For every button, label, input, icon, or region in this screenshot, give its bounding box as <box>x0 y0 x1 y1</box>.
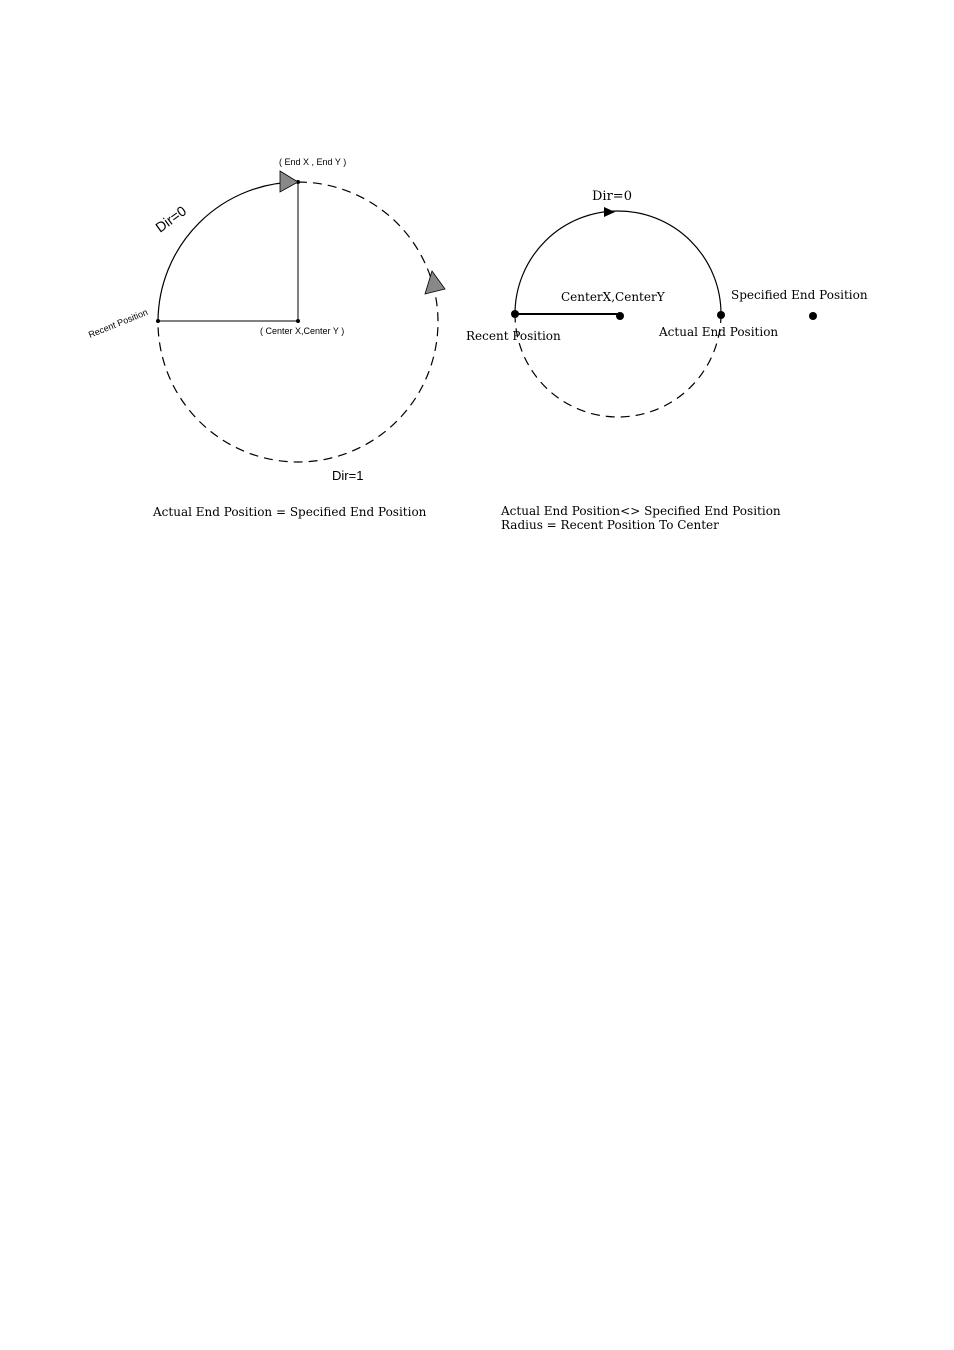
right-center-point <box>616 312 624 320</box>
left-diagram <box>87 157 445 519</box>
left-end-label: ( End X , End Y ) <box>279 157 347 167</box>
right-dir0-label: Dir=0 <box>592 189 632 204</box>
left-recent-label: Recent Position <box>87 306 150 340</box>
left-center-point <box>296 319 300 323</box>
right-specified-end-point <box>809 312 817 320</box>
right-actual-end-label: Actual End Position <box>659 325 779 339</box>
right-arrow-top-icon <box>604 207 615 217</box>
left-dir0-label: Dir=0 <box>152 202 190 236</box>
right-recent-label: Recent Position <box>466 329 561 343</box>
left-arrow-right-icon <box>425 271 445 294</box>
right-diagram <box>466 189 868 532</box>
left-arrow-top-icon <box>280 171 298 192</box>
left-caption: Actual End Position = Specified End Position <box>153 505 427 519</box>
right-recent-point <box>511 310 519 318</box>
left-recent-point <box>156 319 160 323</box>
left-dir1-label: Dir=1 <box>332 468 364 483</box>
right-caption-line2: Radius = Recent Position To Center <box>501 518 719 532</box>
left-center-label: ( Center X,Center Y ) <box>260 326 345 336</box>
right-center-label: CenterX,CenterY <box>561 290 665 304</box>
right-actual-end-point <box>717 311 725 319</box>
right-caption-line1: Actual End Position<> Specified End Position <box>501 504 781 518</box>
right-specified-end-label: Specified End Position <box>731 288 868 302</box>
